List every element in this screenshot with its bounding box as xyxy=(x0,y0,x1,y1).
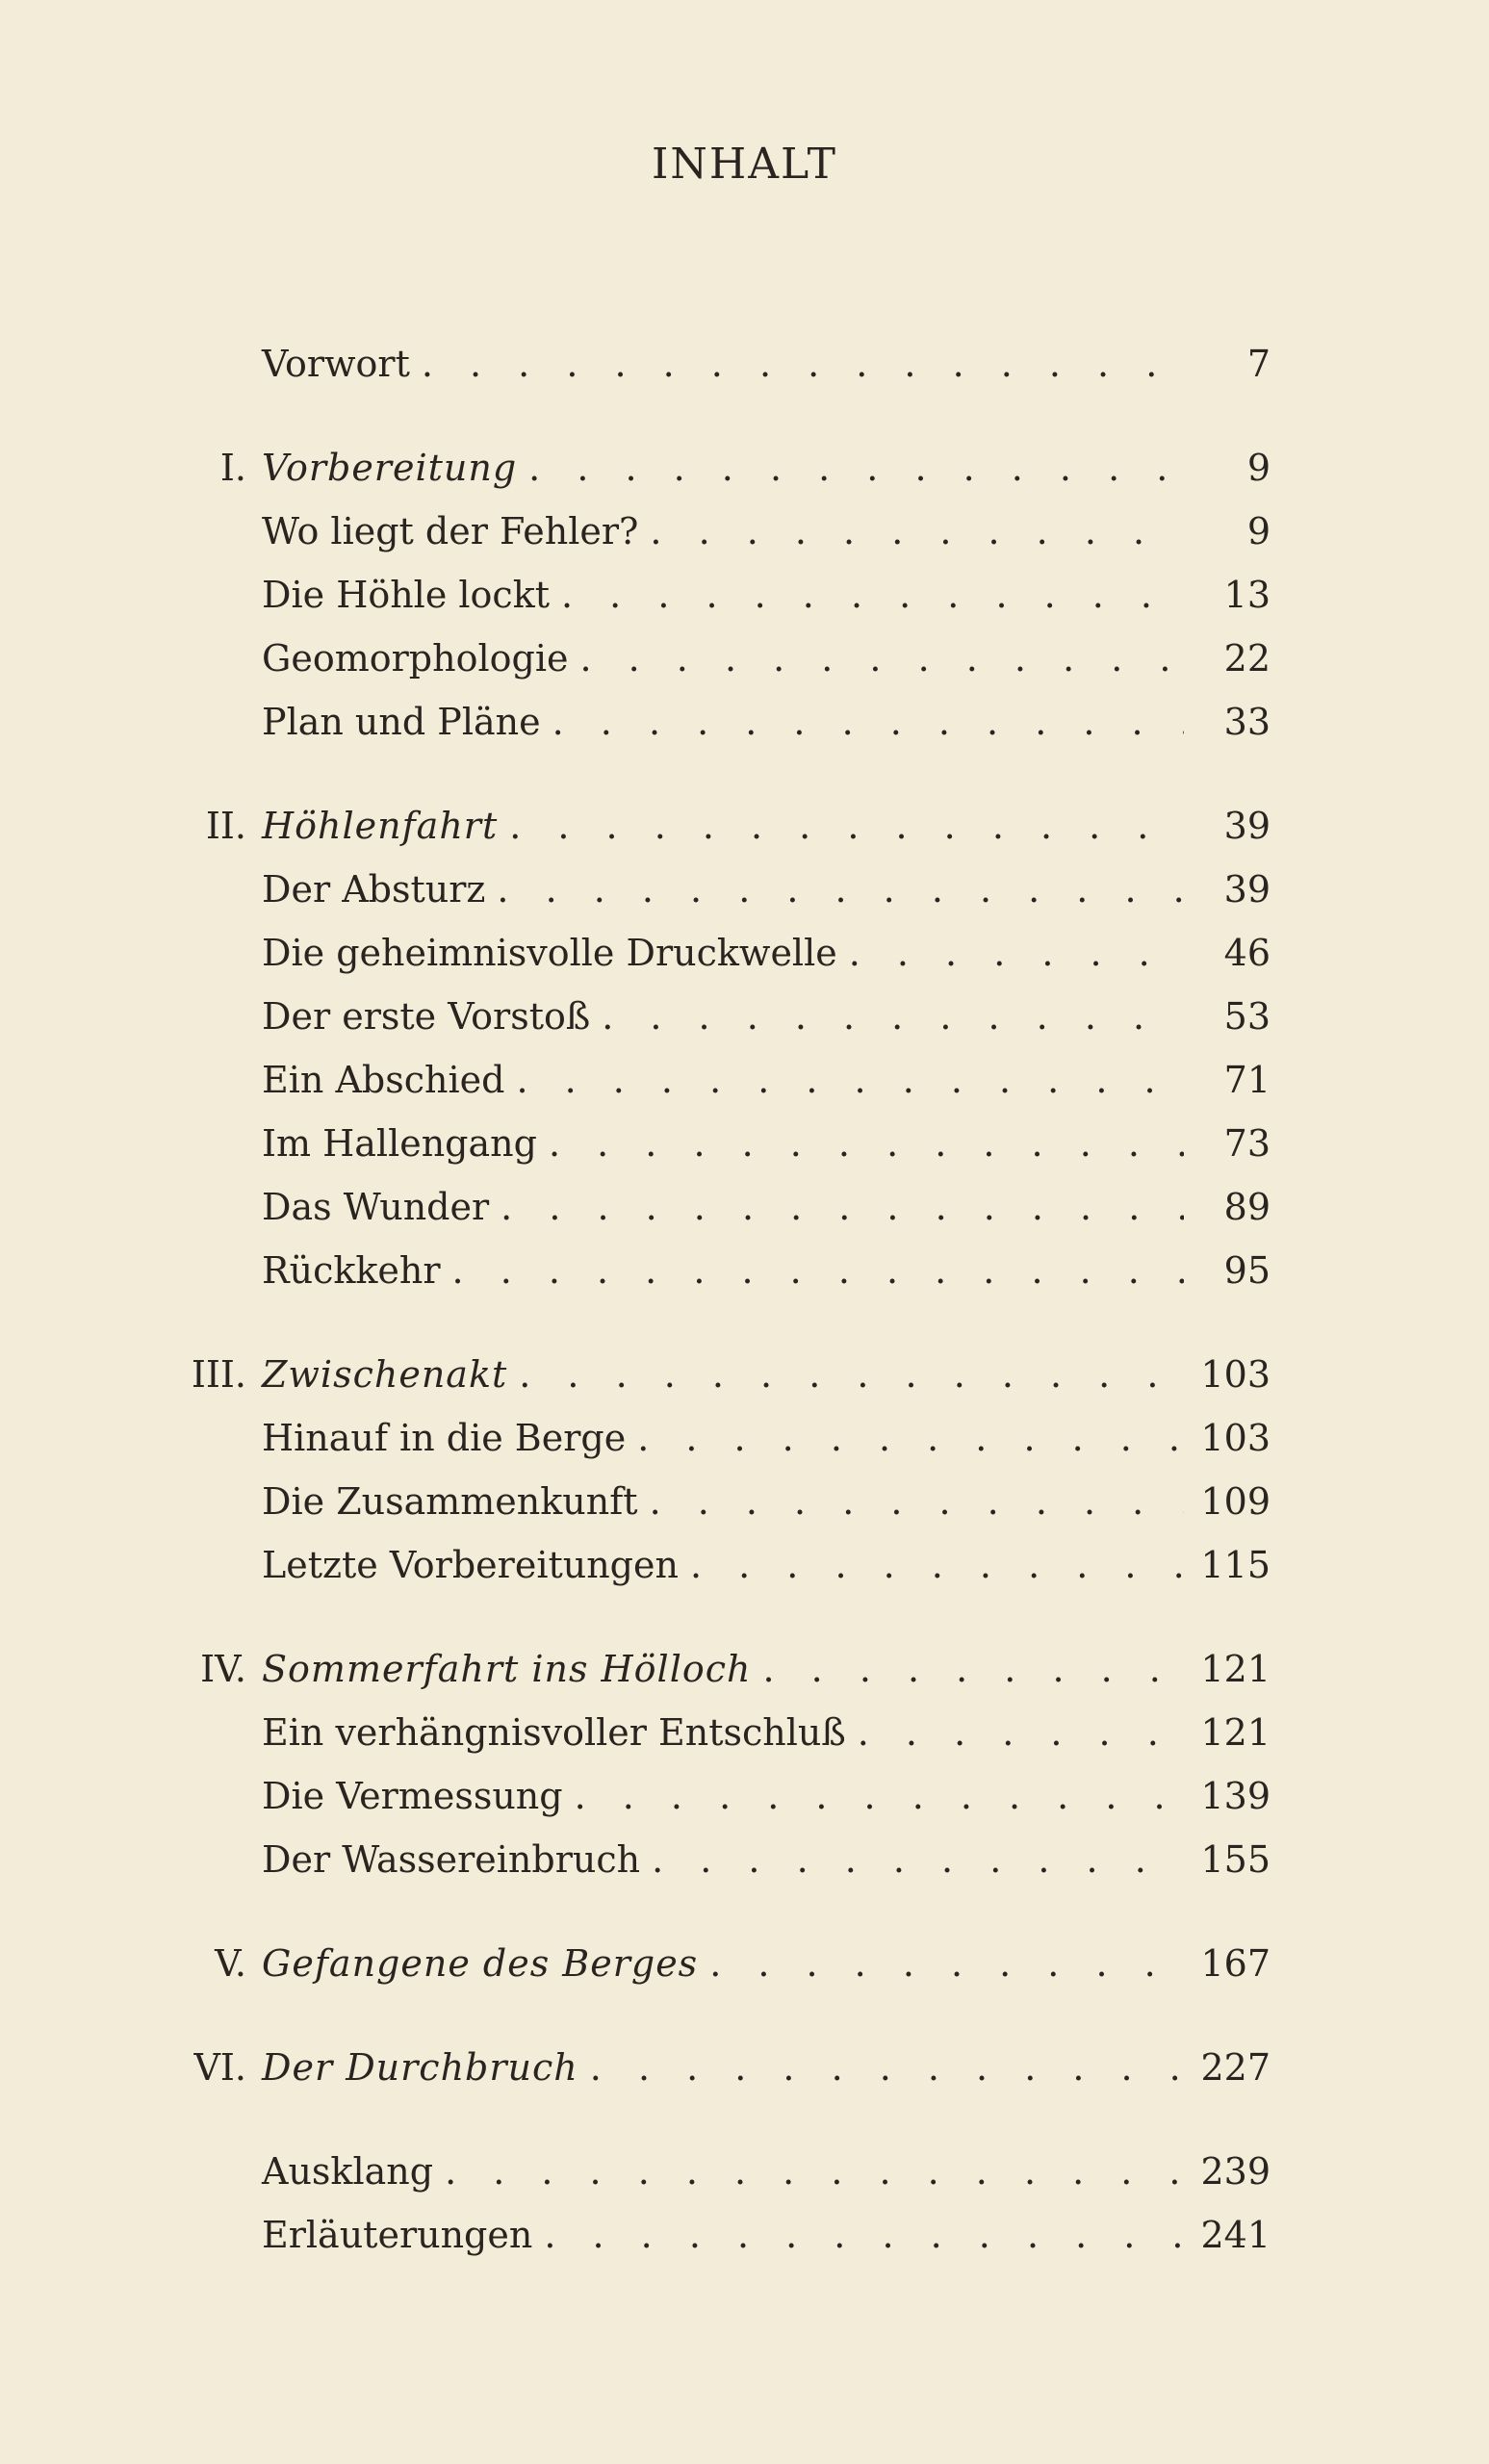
toc-page-number: 39 xyxy=(1223,805,1271,847)
toc-entry-title: Im Hallengang xyxy=(262,1122,537,1165)
toc-page-number: 46 xyxy=(1223,932,1271,974)
toc-entry-title: Ein verhängnisvoller Entschluß xyxy=(262,1711,846,1754)
toc-entry-row xyxy=(164,690,1271,754)
dot-leader xyxy=(652,1828,1184,1891)
dot-leader xyxy=(858,1701,1184,1764)
toc-chapter-row xyxy=(164,2036,1271,2099)
toc-entry-title: Höhlenfahrt xyxy=(262,805,499,847)
toc-entry-row xyxy=(164,500,1271,563)
toc-page-number: 73 xyxy=(1223,1122,1271,1165)
toc-chapter-number: V. xyxy=(215,1942,246,1985)
section-gap xyxy=(164,2099,1271,2140)
toc-entry-title: Erläuterungen xyxy=(262,2214,533,2256)
dot-leader xyxy=(528,436,1184,500)
toc-entry-title: Die Höhle lockt xyxy=(262,574,551,616)
toc-page-number: 109 xyxy=(1200,1480,1271,1523)
toc-entry-title: Vorbereitung xyxy=(262,447,518,489)
toc-entry-row xyxy=(164,563,1271,627)
toc-chapter-row xyxy=(164,1637,1271,1701)
dot-leader xyxy=(549,1112,1184,1175)
toc-chapter-row xyxy=(164,794,1271,858)
toc-entry-title: Die Zusammenkunft xyxy=(262,1480,638,1523)
toc-entry-title: Rückkehr xyxy=(262,1249,441,1292)
toc-page-number: 103 xyxy=(1200,1417,1271,1459)
page-title: INHALT xyxy=(651,140,837,189)
toc-entry-title: Geomorphologie xyxy=(262,637,569,680)
toc-page-number: 71 xyxy=(1223,1059,1271,1101)
dot-leader xyxy=(497,858,1184,921)
table-of-contents xyxy=(164,332,1271,2267)
toc-entry-row xyxy=(164,858,1271,921)
toc-entry-row xyxy=(164,1701,1271,1764)
toc-entry-row xyxy=(164,332,1271,396)
dot-leader xyxy=(637,1406,1184,1470)
dot-leader xyxy=(544,2203,1184,2267)
toc-chapter-row xyxy=(164,1932,1271,1995)
toc-page-number: 95 xyxy=(1223,1249,1271,1292)
toc-page-number: 167 xyxy=(1200,1942,1271,1985)
dot-leader xyxy=(590,2036,1184,2099)
toc-entry-row xyxy=(164,1533,1271,1597)
section-gap xyxy=(164,396,1271,436)
toc-entry-title: Die Vermessung xyxy=(262,1775,563,1817)
toc-entry-title: Vorwort xyxy=(262,343,410,385)
dot-leader xyxy=(552,690,1184,754)
dot-leader xyxy=(849,921,1184,985)
toc-page-number: 9 xyxy=(1246,510,1271,552)
toc-entry-title: Der erste Vorstoß xyxy=(262,995,591,1038)
toc-page-number: 139 xyxy=(1200,1775,1271,1817)
toc-entry-row xyxy=(164,1239,1271,1302)
toc-entry-title: Plan und Pläne xyxy=(262,701,541,743)
toc-entry-row xyxy=(164,627,1271,690)
toc-chapter-number: VI. xyxy=(193,2046,246,2089)
dot-leader xyxy=(516,1048,1184,1112)
toc-page-number: 89 xyxy=(1223,1186,1271,1228)
toc-page-number: 239 xyxy=(1200,2150,1271,2193)
toc-entry-row xyxy=(164,1048,1271,1112)
toc-entry-row xyxy=(164,1175,1271,1239)
toc-entry-row xyxy=(164,985,1271,1048)
toc-chapter-number: II. xyxy=(205,805,246,847)
toc-chapter-number: IV. xyxy=(200,1648,246,1690)
toc-entry-row xyxy=(164,1470,1271,1533)
toc-entry-title: Der Wassereinbruch xyxy=(262,1838,641,1881)
toc-entry-row xyxy=(164,1828,1271,1891)
toc-page-number: 241 xyxy=(1200,2214,1271,2256)
toc-entry-title: Gefangene des Berges xyxy=(262,1942,699,1985)
dot-leader xyxy=(579,627,1184,690)
dot-leader xyxy=(602,985,1184,1048)
toc-entry-row xyxy=(164,1406,1271,1470)
dot-leader xyxy=(422,332,1184,396)
toc-chapter-number: I. xyxy=(219,447,246,489)
section-gap xyxy=(164,1302,1271,1343)
dot-leader xyxy=(650,1470,1184,1533)
toc-entry-title: Wo liegt der Fehler? xyxy=(262,510,639,552)
toc-entry-title: Der Absturz xyxy=(262,868,486,911)
toc-entry-title: Das Wunder xyxy=(262,1186,490,1228)
dot-leader xyxy=(575,1764,1184,1828)
toc-page-number: 39 xyxy=(1223,868,1271,911)
toc-entry-title: Sommerfahrt ins Hölloch xyxy=(262,1648,752,1690)
toc-entry-title: Zwischenakt xyxy=(262,1353,508,1396)
toc-chapter-row xyxy=(164,436,1271,500)
dot-leader xyxy=(561,563,1184,627)
toc-entry-row xyxy=(164,1764,1271,1828)
toc-chapter-number: III. xyxy=(191,1353,246,1396)
dot-leader xyxy=(709,1932,1184,1995)
toc-page-number: 9 xyxy=(1246,447,1271,489)
dot-leader xyxy=(452,1239,1184,1302)
dot-leader xyxy=(763,1637,1184,1701)
toc-page-number: 121 xyxy=(1200,1711,1271,1754)
toc-entry-row xyxy=(164,2203,1271,2267)
toc-chapter-row xyxy=(164,1343,1271,1406)
toc-page-number: 115 xyxy=(1200,1544,1271,1586)
section-gap xyxy=(164,1995,1271,2036)
toc-entry-title: Die geheimnisvolle Druckwelle xyxy=(262,932,837,974)
toc-page-number: 7 xyxy=(1246,343,1271,385)
toc-page-number: 155 xyxy=(1200,1838,1271,1881)
toc-page-number: 53 xyxy=(1223,995,1271,1038)
toc-page-number: 227 xyxy=(1200,2046,1271,2089)
dot-leader xyxy=(509,794,1184,858)
toc-page-number: 121 xyxy=(1200,1648,1271,1690)
dot-leader xyxy=(650,500,1184,563)
toc-entry-title: Letzte Vorbereitungen xyxy=(262,1544,679,1586)
section-gap xyxy=(164,1891,1271,1932)
toc-page-number: 103 xyxy=(1200,1353,1271,1396)
dot-leader xyxy=(501,1175,1184,1239)
dot-leader xyxy=(445,2140,1184,2203)
dot-leader xyxy=(690,1533,1184,1597)
toc-entry-row xyxy=(164,2140,1271,2203)
toc-entry-title: Ausklang xyxy=(262,2150,434,2193)
section-gap xyxy=(164,754,1271,794)
toc-entry-row xyxy=(164,1112,1271,1175)
toc-entry-title: Der Durchbruch xyxy=(262,2046,578,2089)
toc-entry-title: Hinauf in die Berge xyxy=(262,1417,627,1459)
toc-entry-row xyxy=(164,921,1271,985)
toc-page-number: 13 xyxy=(1223,574,1271,616)
dot-leader xyxy=(519,1343,1184,1406)
toc-page-number: 22 xyxy=(1223,637,1271,680)
toc-page-number: 33 xyxy=(1223,701,1271,743)
section-gap xyxy=(164,1597,1271,1637)
toc-entry-title: Ein Abschied xyxy=(262,1059,505,1101)
